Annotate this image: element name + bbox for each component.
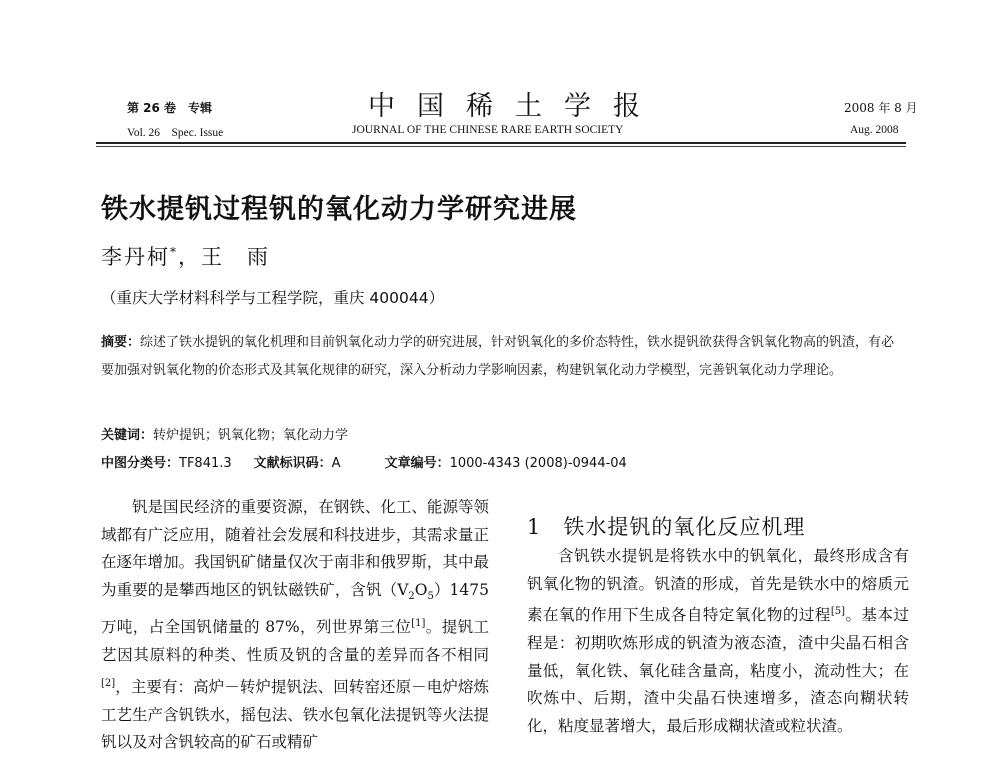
abstract [101, 329, 906, 384]
citation-5: [5] [830, 606, 846, 618]
doc-code-value: A [331, 456, 341, 471]
oxygen-symbol: O [414, 580, 428, 599]
corresponding-mark: * [170, 245, 178, 259]
article-title: 铁水提钒过程钒的氧化动力学研究进展 [101, 194, 577, 225]
intro-paragraph [101, 494, 489, 757]
affiliation: （重庆大学材料科学与工程学院，重庆 400044） [101, 289, 445, 307]
subscript-2: 2 [408, 590, 415, 602]
article-number-label: 文章编号： [384, 456, 450, 471]
keywords [101, 424, 348, 443]
doc-code-label: 文献标识码： [253, 456, 332, 471]
authors [101, 241, 270, 271]
abstract-text: 综述了铁水提钒的氧化机理和目前钒氧化动力学的研究进展，针对钒氧化的多价态特性，铁水提钒欲获得含钒氧化物高的钒渣，有必要加强对钒氧化物的价态形式及其氧化规律的研究，深入分析动力学影响因素，构建钒氧化动力学模型，完善钒氧化动力学理论。 [101, 335, 895, 378]
classification-line [101, 452, 627, 471]
header-rule-thin [96, 146, 906, 147]
section1-paragraph [527, 543, 909, 740]
header-volume-en: Vol. 26 Spec. Issue [127, 127, 224, 139]
keywords-text: 转炉提钒；钒氧化物；氧化动力学 [153, 428, 349, 443]
keywords-label: 关键词： [101, 428, 154, 443]
header-rule-thick [96, 142, 906, 144]
citation-2: [2] [101, 677, 116, 689]
intro-text-a: 钒是国民经济的重要资源，在钢铁、化工、能源等领域都有广泛应用，随着社会发展和科技进步，其需求量正在逐年增加。我国钒矿储量仅次于南非和俄罗斯，其中最为重要的是攀西地区的钒钛磁铁矿，含钒（V [101, 498, 489, 599]
abstract-label: 摘要： [101, 335, 141, 350]
header-date-en: Aug. 2008 [850, 124, 899, 136]
body-right-column [527, 543, 909, 740]
article-number-value: 1000-4343 (2008)-0944-04 [449, 456, 627, 471]
intro-text-d: ，主要有：高炉－转炉提钒法、回转窑还原－电炉熔炼工艺生产含钒铁水，摇包法、铁水包氧化法提钒等火法提钒以及对含钒较高的矿石或精矿 [101, 677, 489, 752]
author-secondary: ，王 雨 [178, 245, 270, 269]
citation-1: [1] [411, 618, 426, 630]
section1-text-b: 。基本过程是：初期吹炼形成的钒渣为液态渣，渣中尖晶石相含量低，氧化铁、氧化硅含量高，粘度小，流动性大；在吹炼中、后期，渣中尖晶石快速增多，渣态向糊状转化，粘度显著增大，最后形成糊状渣或粒状渣。 [527, 606, 909, 735]
journal-title-cn: 中国稀土学报 [368, 91, 662, 122]
intro-text-c: 。提钒工艺因其原料的种类、性质及钒的含量的差异而各不相同 [101, 618, 489, 665]
author-primary: 李丹柯 [101, 245, 170, 269]
journal-title-en: JOURNAL OF THE CHINESE RARE EARTH SOCIETY [352, 124, 624, 136]
subscript-5: 5 [427, 590, 434, 602]
body-left-column [101, 494, 489, 757]
clc-value: TF841.3 [179, 456, 232, 471]
clc-label: 中图分类号： [101, 456, 180, 471]
intro-text-b: ）1475 万吨，占全国钒储量的 87%，列世界第三位 [101, 580, 490, 637]
header-date-cn: 2008 年 8 月 [844, 101, 918, 115]
header-volume-cn: 第 26 卷 专辑 [127, 101, 213, 115]
section-heading-1: 1 铁水提钒的氧化反应机理 [527, 515, 806, 539]
section1-text-a: 含钒铁水提钒是将铁水中的钒氧化，最终形成含有钒氧化物的钒渣。钒渣的形成，首先是铁水中的熔质元素在氧的作用下生成各自特定氧化物的过程 [527, 547, 909, 625]
